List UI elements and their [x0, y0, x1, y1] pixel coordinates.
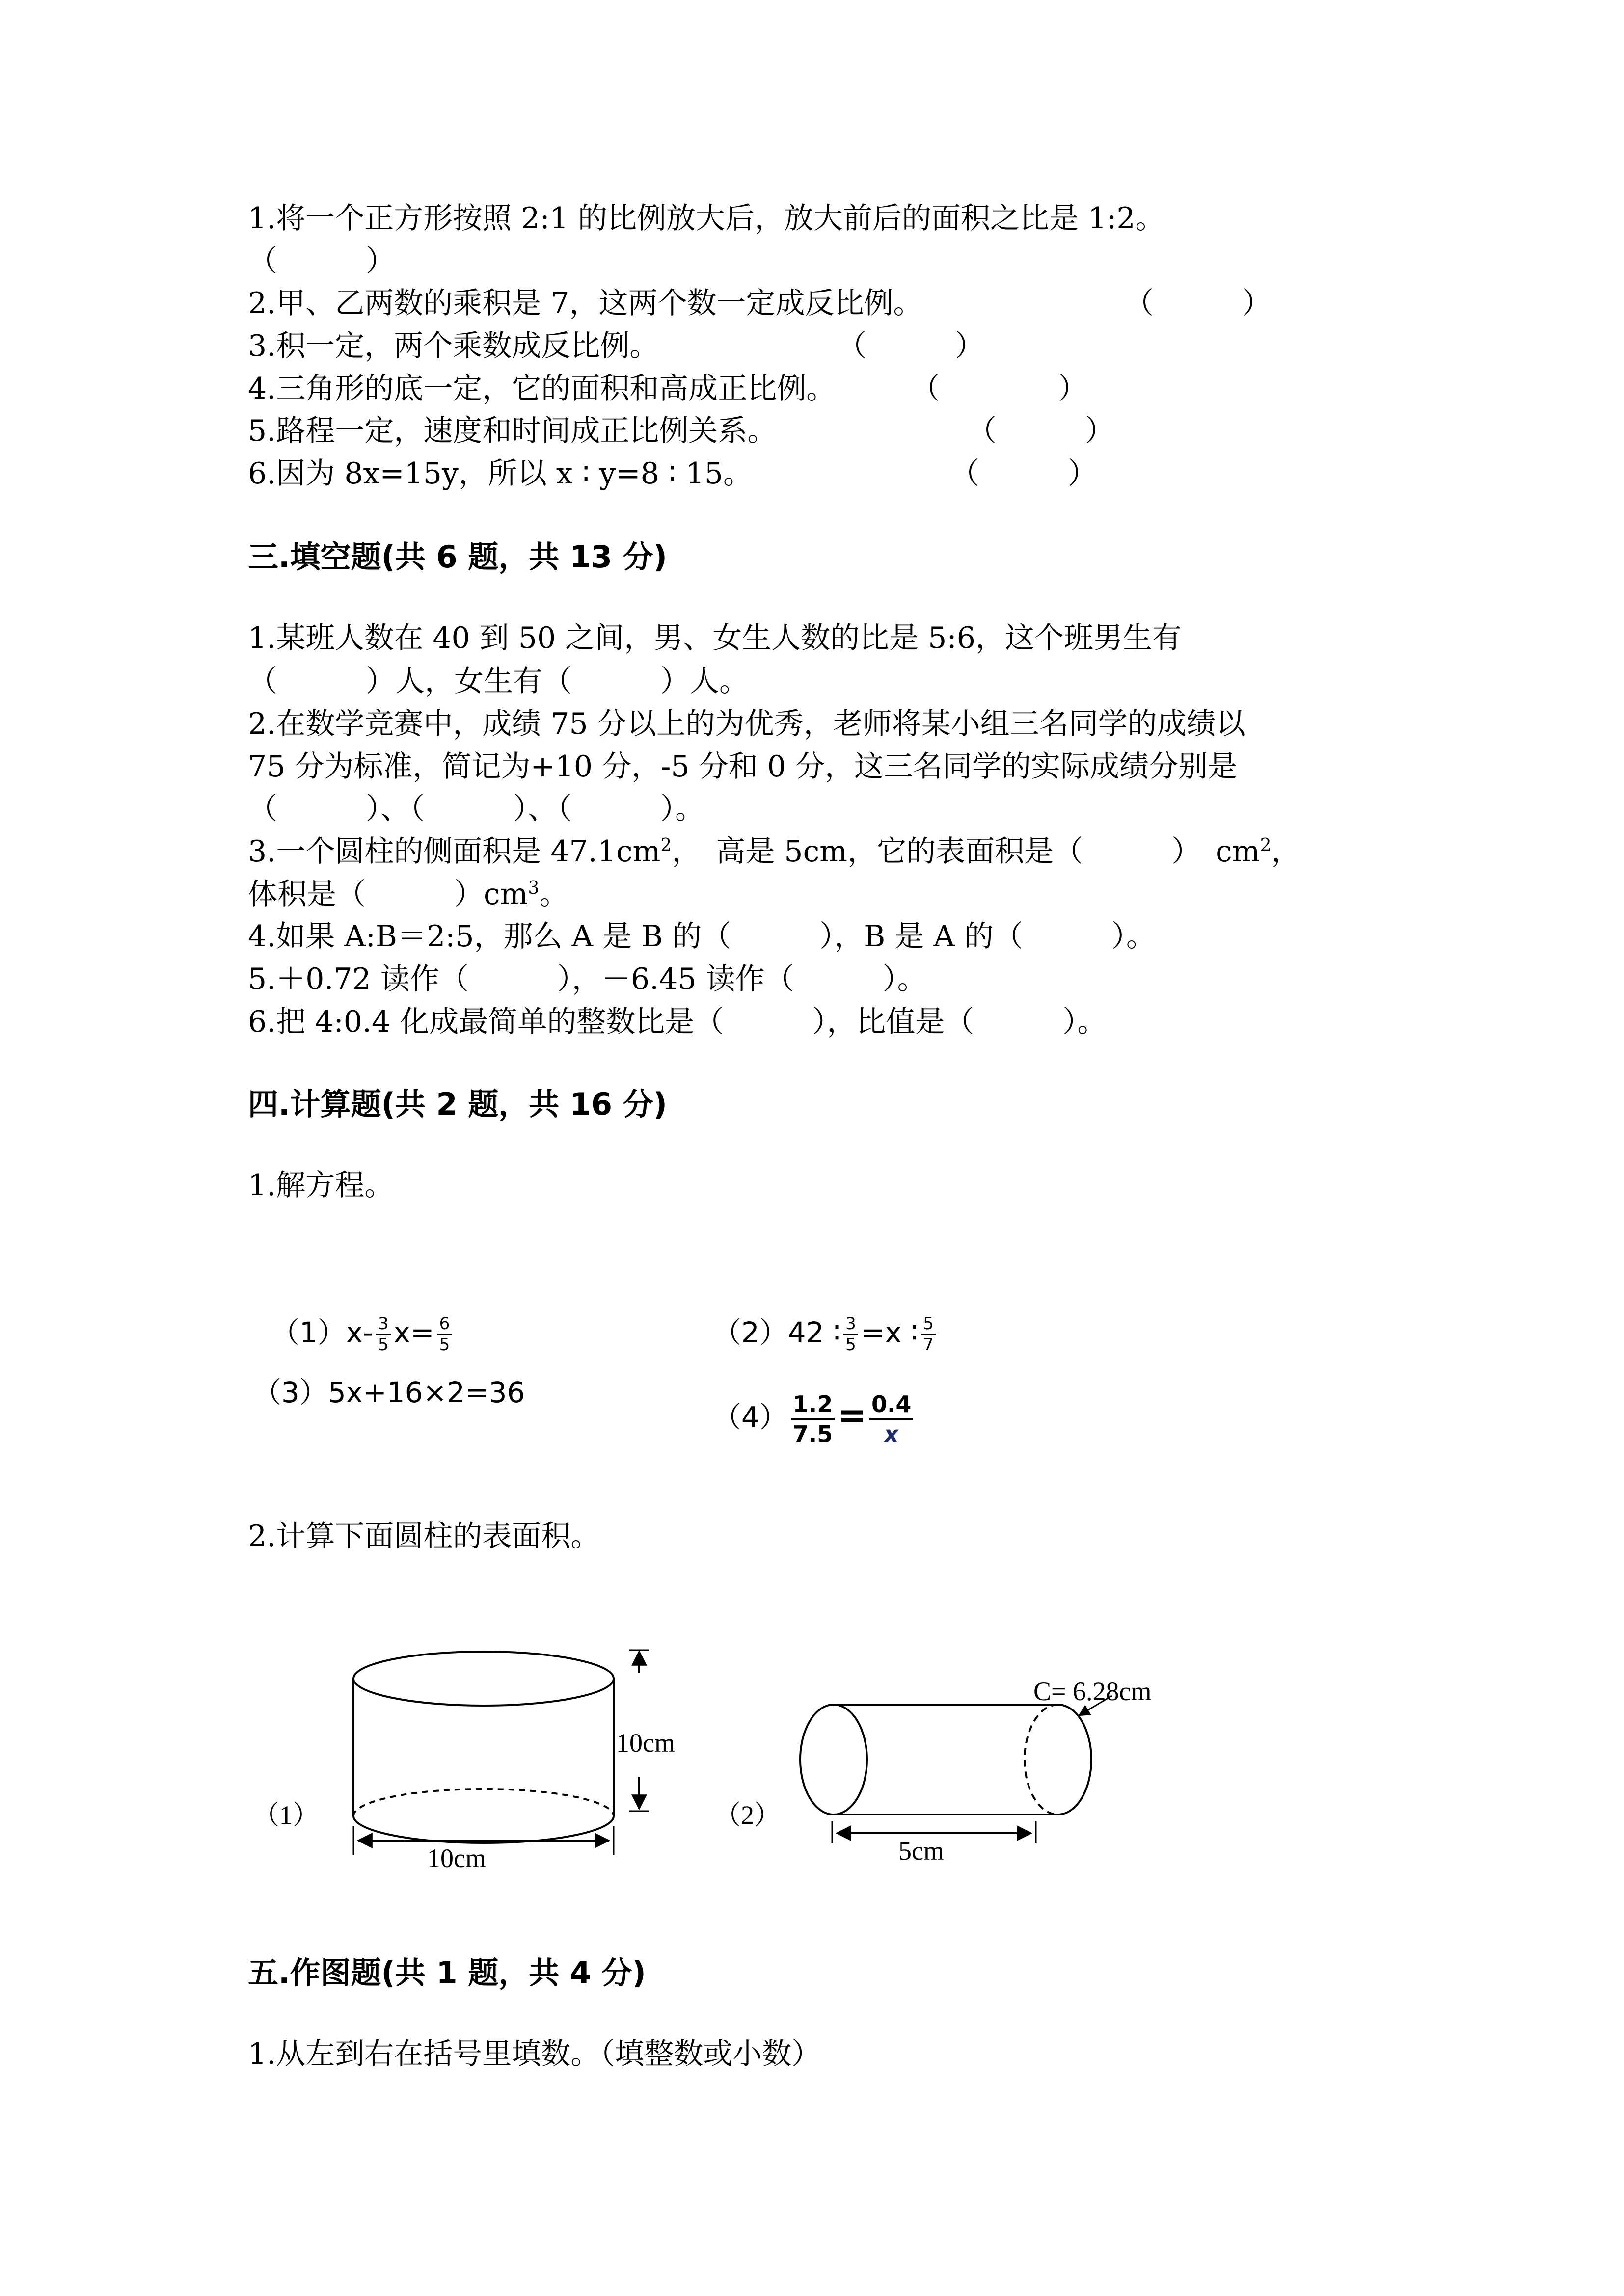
figure-2-circumference-label: C= 6.28cm [1033, 1677, 1152, 1706]
fraction-1.2-7.5 [791, 1390, 835, 1448]
equation-1-label: （1）x- [271, 1316, 374, 1349]
equation-1 [253, 1276, 455, 1355]
numerator: 3 [376, 1314, 391, 1335]
judge-q3-answer[interactable]: （ ） [837, 329, 984, 363]
equation-2-label: （2）42 ∶ [712, 1316, 841, 1349]
numerator: 1.2 [791, 1390, 835, 1420]
numerator: 6 [437, 1314, 452, 1335]
equals-sign: = [838, 1395, 866, 1436]
judge-q4-answer[interactable]: （ ） [911, 372, 1087, 406]
judge-q6: 6.因为 8x=15y，所以 x ∶ y=8 ∶ 15。 [248, 456, 753, 491]
judge-q1-answer[interactable]: （ ） [248, 244, 395, 278]
equation-2-mid: =x ∶ [861, 1316, 919, 1349]
fill-q1-line2: （ ）人，女生有（ ）人。 [248, 664, 749, 698]
fraction-3-5 [376, 1314, 391, 1355]
section3-title: 三.填空题(共 6 题，共 13 分) [248, 539, 667, 575]
judge-q3: 3.积一定，两个乘数成反比例。 [248, 329, 659, 363]
judge-q2-answer[interactable]: （ ） [1124, 286, 1272, 320]
equation-4 [695, 1357, 916, 1448]
equation-3: （3）5x+16×2=36 [253, 1376, 525, 1409]
section4-title: 四.计算题(共 2 题，共 16 分) [248, 1086, 667, 1122]
judge-q6-answer[interactable]: （ ） [950, 456, 1097, 491]
denominator: 5 [378, 1335, 389, 1355]
denominator: 5 [845, 1335, 856, 1355]
fill-q3-line1 [248, 832, 1300, 871]
denominator: 7 [923, 1335, 934, 1355]
fill-q3-text-d: 体积是（ ）cm [248, 877, 528, 911]
fraction-0.4-x [869, 1390, 914, 1448]
equation-2 [695, 1276, 939, 1355]
fill-q6: 6.把 4:0.4 化成最简单的整数比是（ ），比值是（ ）。 [248, 1005, 1107, 1039]
fill-q2-line3: （ ）、（ ）、（ ）。 [248, 792, 704, 826]
judge-q5-answer[interactable]: （ ） [967, 414, 1114, 448]
judge-q4: 4.三角形的底一定，它的面积和高成正比例。 [248, 372, 836, 406]
denominator: x [884, 1421, 899, 1447]
fill-q4: 4.如果 A:B＝2:5，那么 A 是 B 的（ ），B 是 A 的（ ）。 [248, 919, 1156, 954]
figure-2-label: （2） [714, 1800, 781, 1830]
fill-q1-line1: 1.某班人数在 40 到 50 之间，男、女生人数的比是 5:6，这个班男生有 [248, 621, 1182, 655]
fill-q5: 5.＋0.72 读作（ ），－6.45 读作（ ）。 [248, 962, 927, 996]
fill-q3-line2 [248, 875, 568, 914]
calc-q1: 1.解方程。 [248, 1168, 394, 1202]
equation-1-mid: x= [393, 1316, 434, 1349]
denominator: 7.5 [792, 1421, 833, 1447]
equation-4-label: （4） [712, 1400, 788, 1434]
draw-q1: 1.从左到右在括号里填数。（填整数或小数） [248, 2037, 821, 2071]
fraction-6-5 [437, 1314, 452, 1355]
fraction-5-7 [921, 1314, 936, 1355]
section5-title: 五.作图题(共 1 题，共 4 分) [248, 1955, 646, 1991]
cylinder-top-ellipse [353, 1652, 614, 1706]
judge-q5: 5.路程一定，速度和时间成正比例关系。 [248, 414, 777, 448]
judge-q1: 1.将一个正方形按照 2:1 的比例放大后，放大前后的面积之比是 1:2。 [248, 201, 1165, 236]
cylinder-figure-1 [339, 1639, 677, 1890]
figure-1-width-label: 10cm [427, 1843, 486, 1873]
figure-1-height-label: 10cm [616, 1728, 675, 1758]
numerator: 0.4 [869, 1390, 914, 1420]
calc-q2: 2.计算下面圆柱的表面积。 [248, 1519, 600, 1553]
figure-2-length-label: 5cm [898, 1836, 944, 1866]
fill-q2-line2: 75 分为标准，简记为+10 分，-5 分和 0 分，这三名同学的实际成绩分别是 [248, 749, 1237, 784]
fill-q2-line1: 2.在数学竞赛中，成绩 75 分以上的为优秀，老师将某小组三名同学的成绩以 [248, 707, 1245, 741]
numerator: 5 [921, 1314, 936, 1335]
fill-q3-text-a: 3.一个圆柱的侧面积是 47.1cm [248, 834, 661, 869]
judge-q2: 2.甲、乙两数的乘积是 7，这两个数一定成反比例。 [248, 286, 923, 320]
denominator: 5 [439, 1335, 450, 1355]
superscript-2: 2 [1260, 835, 1272, 855]
fill-q3-text-b: ， 高是 5cm，它的表面积是（ ） cm [672, 834, 1260, 869]
fill-q3-text-c: ， [1271, 834, 1301, 869]
figure-1-label: （1） [253, 1800, 319, 1830]
fill-q3-text-e: 。 [539, 877, 569, 911]
superscript-2: 2 [660, 835, 672, 855]
cylinder-left-ellipse [800, 1705, 867, 1815]
superscript-3: 3 [528, 878, 540, 898]
numerator: 3 [843, 1314, 858, 1335]
fraction-3-5 [843, 1314, 858, 1355]
